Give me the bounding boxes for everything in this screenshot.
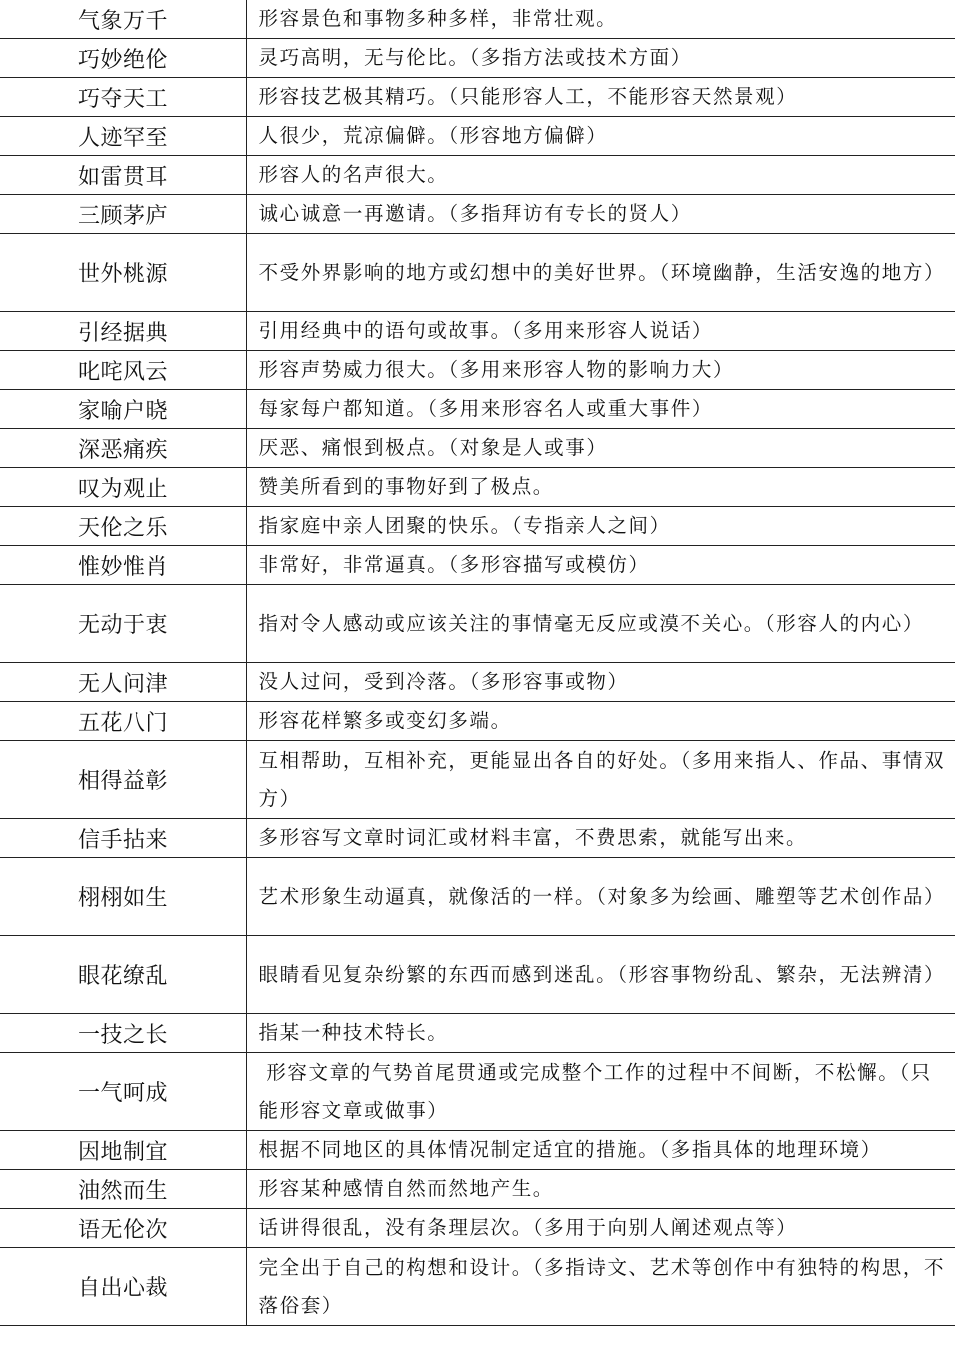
idiom-word: 巧妙绝伦	[0, 39, 246, 78]
idiom-meaning: 眼睛看见复杂纷繁的东西而感到迷乱。（形容事物纷乱、繁杂，无法辨清）	[246, 936, 955, 1014]
table-row	[0, 78, 955, 117]
idiom-meaning: 互相帮助，互相补充，更能显出各自的好处。（多用来指人、作品、事情双方）	[246, 741, 955, 819]
idiom-meaning: 形容文章的气势首尾贯通或完成整个工作的过程中不间断，不松懈。（只能形容文章或做事）	[246, 1053, 955, 1131]
idiom-word: 语无伦次	[0, 1209, 246, 1248]
table-row	[0, 546, 955, 585]
idiom-meaning: 形容花样繁多或变幻多端。	[246, 702, 955, 741]
idiom-word: 家喻户晓	[0, 390, 246, 429]
table-row	[0, 1209, 955, 1248]
table-row	[0, 468, 955, 507]
table-row	[0, 390, 955, 429]
idiom-meaning: 引用经典中的语句或故事。（多用来形容人说话）	[246, 312, 955, 351]
idiom-meaning: 诚心诚意一再邀请。（多指拜访有专长的贤人）	[246, 195, 955, 234]
idiom-meaning: 指对令人感动或应该关注的事情毫无反应或漠不关心。（形容人的内心）	[246, 585, 955, 663]
idiom-word: 自出心裁	[0, 1248, 246, 1326]
table-row	[0, 117, 955, 156]
idiom-meaning: 形容景色和事物多种多样，非常壮观。	[258, 7, 618, 30]
idiom-meaning: 非常好，非常逼真。（多形容描写或模仿）	[246, 546, 955, 585]
idiom-meaning: 指某一种技术特长。	[246, 1014, 955, 1053]
idiom-word: 无人问津	[0, 663, 246, 702]
idiom-meaning: 灵巧高明，无与伦比。（多指方法或技术方面）	[246, 39, 955, 78]
table-row	[0, 195, 955, 234]
table-row	[0, 507, 955, 546]
idiom-meaning: 没人过问，受到冷落。（多形容事或物）	[246, 663, 955, 702]
idiom-word: 巧夺天工	[0, 78, 246, 117]
idiom-word: 栩栩如生	[0, 858, 246, 936]
idiom-word: 三顾茅庐	[0, 195, 246, 234]
idiom-word: 如雷贯耳	[0, 156, 246, 195]
table-row	[0, 819, 955, 858]
table-row	[0, 936, 955, 1014]
table-row	[0, 0, 955, 39]
idiom-word: 引经据典	[0, 312, 246, 351]
idiom-meaning: 多形容写文章时词汇或材料丰富，不费思索，就能写出来。	[246, 819, 955, 858]
table-row	[0, 585, 955, 663]
idiom-meaning: 形容某种感情自然而然地产生。	[246, 1170, 955, 1209]
idiom-word: 一气呵成	[0, 1053, 246, 1131]
idiom-meaning: 形容声势威力很大。（多用来形容人物的影响力大）	[246, 351, 955, 390]
idiom-meaning: 赞美所看到的事物好到了极点。	[246, 468, 955, 507]
idiom-word: 一技之长	[0, 1014, 246, 1053]
idiom-meaning: 根据不同地区的具体情况制定适宜的措施。（多指具体的地理环境）	[246, 1131, 955, 1170]
table-row	[0, 234, 955, 312]
table-row	[0, 663, 955, 702]
idiom-word: 五花八门	[0, 702, 246, 741]
table-row	[0, 429, 955, 468]
idiom-meaning: 指家庭中亲人团聚的快乐。（专指亲人之间）	[246, 507, 955, 546]
idiom-word: 眼花缭乱	[0, 936, 246, 1014]
table-row	[0, 1053, 955, 1131]
idiom-word: 相得益彰	[0, 741, 246, 819]
idiom-word: 油然而生	[0, 1170, 246, 1209]
idiom-meaning: 完全出于自己的构想和设计。（多指诗文、艺术等创作中有独特的构思，不落俗套）	[246, 1248, 955, 1326]
idiom-meaning: 厌恶、痛恨到极点。（对象是人或事）	[246, 429, 955, 468]
table-row	[0, 156, 955, 195]
idiom-meaning: 形容人的名声很大。	[246, 156, 955, 195]
idiom-word: 信手拈来	[0, 819, 246, 858]
idiom-word: 天伦之乐	[0, 507, 246, 546]
idiom-meaning: 艺术形象生动逼真，就像活的一样。（对象多为绘画、雕塑等艺术创作品）	[246, 858, 955, 936]
idiom-word: 无动于衷	[0, 585, 246, 663]
table-row	[0, 351, 955, 390]
idiom-meaning: 话讲得很乱，没有条理层次。（多用于向别人阐述观点等）	[246, 1209, 955, 1248]
table-row	[0, 1170, 955, 1209]
idiom-word: 惟妙惟肖	[0, 546, 246, 585]
idiom-word: 气象万千	[0, 0, 246, 39]
idiom-meaning: 形容技艺极其精巧。（只能形容人工，不能形容天然景观）	[246, 78, 955, 117]
table-row	[0, 312, 955, 351]
idiom-word: 叹为观止	[0, 468, 246, 507]
idiom-meaning: 人很少，荒凉偏僻。（形容地方偏僻）	[246, 117, 955, 156]
table-row	[0, 702, 955, 741]
table-row	[0, 1131, 955, 1170]
table-row	[0, 1014, 955, 1053]
table-row	[0, 39, 955, 78]
idiom-word: 世外桃源	[0, 234, 246, 312]
idiom-word: 深恶痛疾	[0, 429, 246, 468]
idiom-word: 人迹罕至	[0, 117, 246, 156]
table-row	[0, 741, 955, 819]
table-row	[0, 858, 955, 936]
idiom-meaning: 不受外界影响的地方或幻想中的美好世界。（环境幽静，生活安逸的地方）	[246, 234, 955, 312]
table-row	[0, 1248, 955, 1326]
idiom-meaning: 每家每户都知道。（多用来形容名人或重大事件）	[246, 390, 955, 429]
idiom-word: 因地制宜	[0, 1131, 246, 1170]
idiom-word: 叱咤风云	[0, 351, 246, 390]
